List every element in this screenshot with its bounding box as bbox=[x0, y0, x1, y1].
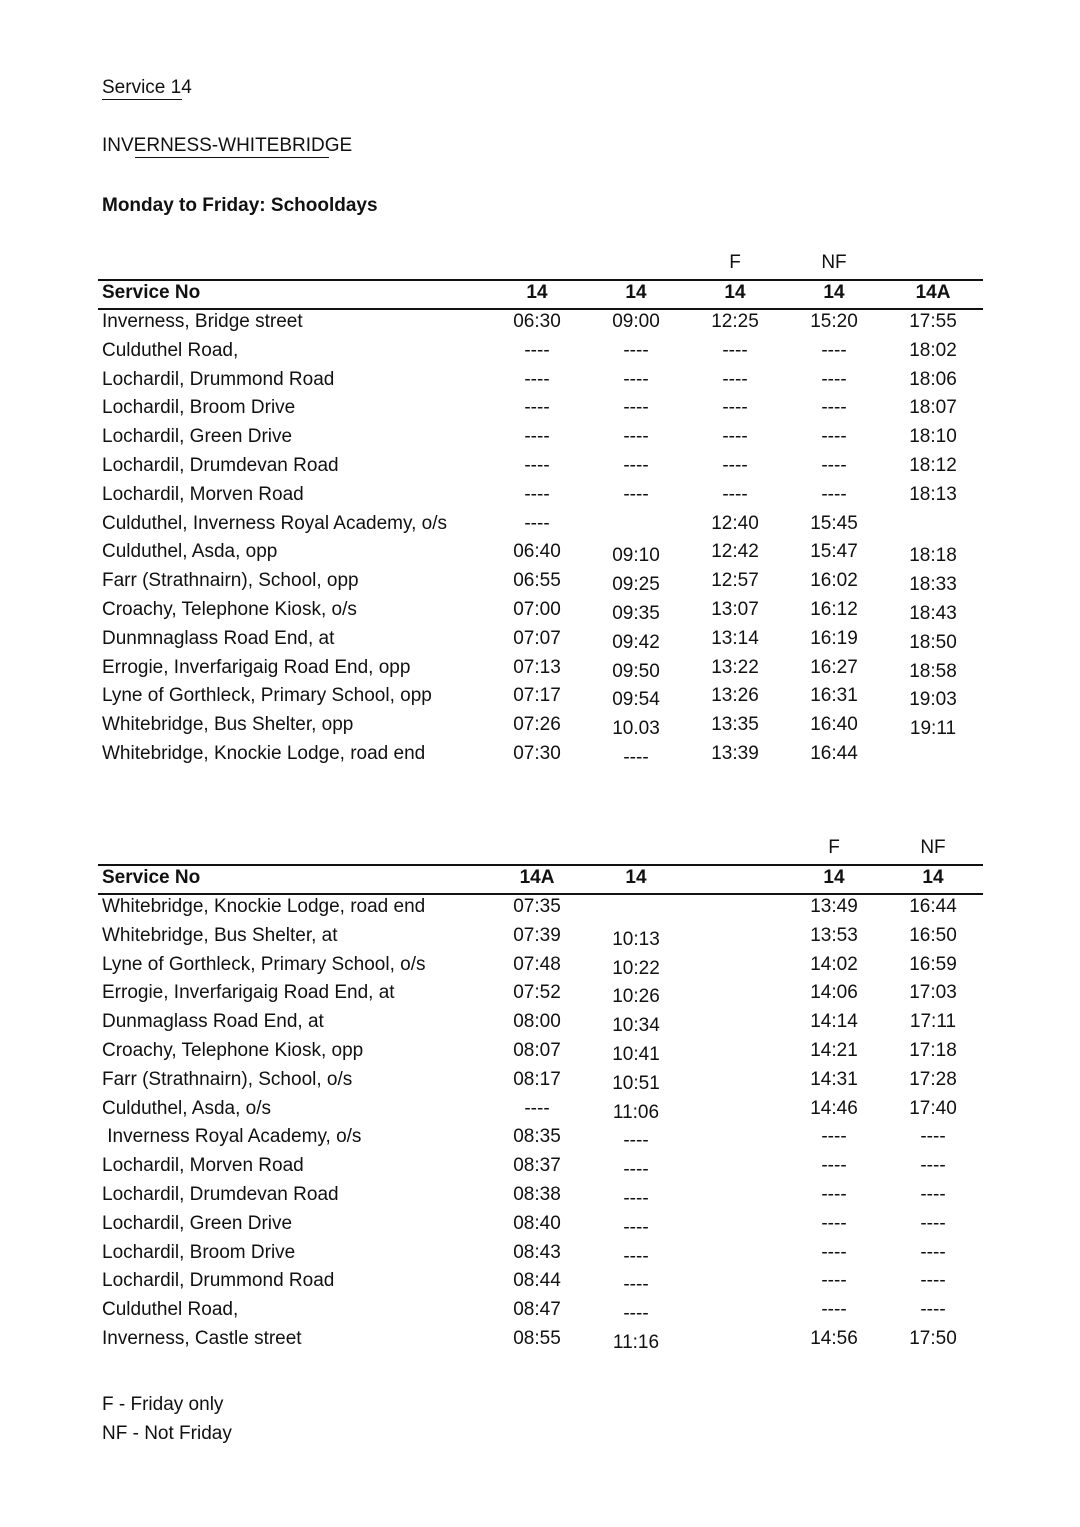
departure-time: ---- bbox=[821, 397, 847, 419]
departure-time: 16:27 bbox=[810, 656, 858, 678]
header-top-rule bbox=[98, 279, 983, 281]
stop-name: Farr (Strathnairn), School, opp bbox=[102, 570, 359, 592]
departure-time: ---- bbox=[524, 1097, 550, 1119]
departure-time: ---- bbox=[722, 426, 748, 448]
stop-name: Errogie, Inverfarigaig Road End, opp bbox=[102, 656, 411, 678]
timetable-row bbox=[98, 1040, 983, 1069]
departure-time: ---- bbox=[623, 1245, 649, 1267]
departure-time: ---- bbox=[524, 339, 550, 361]
departure-time: ---- bbox=[821, 455, 847, 476]
legend-not-friday: NF - Not Friday bbox=[102, 1423, 232, 1444]
departure-time: 18:07 bbox=[909, 397, 957, 419]
departure-time: ---- bbox=[821, 426, 847, 448]
departure-time: 10:34 bbox=[612, 1015, 660, 1037]
stop-name: Culduthel, Asda, o/s bbox=[102, 1097, 271, 1119]
departure-time: 08:37 bbox=[513, 1155, 561, 1177]
departure-time: ---- bbox=[623, 483, 649, 505]
timetable-row bbox=[98, 743, 983, 772]
departure-time: 18:58 bbox=[909, 660, 957, 682]
timetable-row bbox=[98, 982, 983, 1011]
departure-time: 17:55 bbox=[909, 311, 957, 332]
departure-time: 14:46 bbox=[810, 1097, 858, 1119]
departure-time: 14:31 bbox=[810, 1068, 858, 1090]
departure-time: 09:42 bbox=[612, 631, 660, 653]
departure-time: 19:03 bbox=[909, 689, 957, 711]
timetable-row bbox=[98, 1242, 983, 1271]
stop-name: Lochardil, Morven Road bbox=[102, 483, 304, 505]
departure-time: 07:39 bbox=[513, 924, 561, 946]
departure-time: ---- bbox=[623, 1303, 649, 1325]
timetable-row bbox=[98, 426, 983, 455]
departure-time: 13:35 bbox=[711, 714, 759, 736]
timetable-row bbox=[98, 455, 983, 484]
departure-time: 16:40 bbox=[810, 714, 858, 736]
departure-time: 17:03 bbox=[909, 982, 957, 1004]
departure-time: ---- bbox=[920, 1126, 946, 1148]
legend-friday-only: F - Friday only bbox=[102, 1394, 224, 1415]
service-number: 14 bbox=[823, 867, 845, 888]
timetable-row bbox=[98, 570, 983, 599]
departure-time: 06:30 bbox=[513, 311, 561, 332]
route-name: INVERNESS-WHITEBRIDGE bbox=[102, 135, 353, 156]
departure-time: ---- bbox=[524, 483, 550, 505]
departure-time: 18:06 bbox=[909, 368, 957, 390]
stop-name: Lochardil, Green Drive bbox=[102, 1212, 293, 1234]
service-number: 14A bbox=[915, 282, 951, 303]
departure-time: ---- bbox=[722, 339, 748, 361]
departure-time: 16:44 bbox=[909, 896, 957, 917]
departure-time: 18:02 bbox=[909, 339, 957, 361]
departure-time: ---- bbox=[821, 368, 847, 390]
departure-time: ---- bbox=[623, 1130, 649, 1152]
departure-time: 09:35 bbox=[612, 603, 660, 624]
departure-time: 10:41 bbox=[612, 1044, 660, 1065]
service-number: 14A bbox=[519, 867, 555, 888]
departure-time: 07:52 bbox=[513, 982, 561, 1004]
departure-time: ---- bbox=[623, 1274, 649, 1296]
departure-time: ---- bbox=[722, 397, 748, 419]
timetable-row bbox=[98, 714, 983, 743]
departure-time: 13:26 bbox=[711, 685, 759, 707]
departure-time: 18:18 bbox=[909, 545, 957, 567]
header-bottom-rule bbox=[98, 893, 983, 895]
stop-name: Inverness, Castle street bbox=[102, 1328, 302, 1349]
departure-time: 14:56 bbox=[810, 1328, 858, 1349]
stop-name: Lochardil, Drumdevan Road bbox=[102, 455, 339, 476]
timetable-row bbox=[98, 1184, 983, 1213]
departure-time: 09:10 bbox=[612, 545, 660, 567]
departure-time: ---- bbox=[821, 483, 847, 505]
departure-time: 17:40 bbox=[909, 1097, 957, 1119]
departure-time: 08:47 bbox=[513, 1299, 561, 1321]
departure-time: 14:14 bbox=[810, 1011, 858, 1033]
departure-time: ---- bbox=[623, 426, 649, 448]
departure-time: 09:00 bbox=[612, 311, 660, 332]
departure-time: ---- bbox=[821, 1126, 847, 1148]
departure-time: 18:33 bbox=[909, 574, 957, 596]
departure-time: ---- bbox=[623, 1216, 649, 1238]
stop-name: Whitebridge, Knockie Lodge, road end bbox=[102, 743, 426, 764]
departure-time: ---- bbox=[623, 397, 649, 419]
departure-time: 06:40 bbox=[513, 541, 561, 563]
departure-time: ---- bbox=[821, 1155, 847, 1177]
departure-time: 16:31 bbox=[810, 685, 858, 707]
header-row bbox=[98, 282, 983, 311]
stop-name: Inverness Royal Academy, o/s bbox=[102, 1126, 362, 1148]
departure-time: 06:55 bbox=[513, 570, 561, 592]
departure-time: 13:39 bbox=[711, 743, 759, 764]
departure-time: ---- bbox=[524, 368, 550, 390]
stop-name: Culduthel Road, bbox=[102, 1299, 239, 1321]
departure-time: 07:07 bbox=[513, 627, 561, 649]
service-number: 14 bbox=[625, 282, 647, 303]
departure-time: ---- bbox=[821, 1241, 847, 1263]
departure-time: ---- bbox=[920, 1299, 946, 1321]
departure-time: ---- bbox=[920, 1184, 946, 1205]
departure-time: ---- bbox=[524, 397, 550, 419]
timetable-row bbox=[98, 1069, 983, 1098]
departure-time: ---- bbox=[722, 483, 748, 505]
timetable-row bbox=[98, 685, 983, 714]
departure-time: 08:00 bbox=[513, 1011, 561, 1033]
service-no-label: Service No bbox=[102, 282, 201, 303]
timetable-row bbox=[98, 657, 983, 686]
service-title-underline bbox=[102, 99, 182, 100]
departure-time: 13:22 bbox=[711, 656, 759, 678]
departure-time: 07:35 bbox=[513, 896, 561, 917]
timetable-row bbox=[98, 1098, 983, 1127]
departure-time: 13:49 bbox=[810, 896, 858, 917]
service-title: Service 14 bbox=[102, 77, 192, 98]
departure-time: 08:07 bbox=[513, 1040, 561, 1061]
departure-time: 18:10 bbox=[909, 426, 957, 448]
stop-name: Culduthel, Asda, opp bbox=[102, 541, 278, 563]
departure-time: ---- bbox=[524, 426, 550, 448]
stop-name: Lyne of Gorthleck, Primary School, o/s bbox=[102, 953, 426, 975]
service-number: 14 bbox=[526, 282, 548, 303]
departure-time: 12:40 bbox=[711, 512, 759, 534]
departure-time: ---- bbox=[524, 512, 550, 534]
departure-time: ---- bbox=[623, 339, 649, 361]
departure-time: 11:06 bbox=[612, 1101, 660, 1123]
header-row bbox=[98, 867, 983, 896]
departure-time: 08:17 bbox=[513, 1068, 561, 1090]
departure-time: 07:30 bbox=[513, 743, 561, 764]
departure-time: 09:50 bbox=[612, 660, 660, 682]
stop-name: Dunmaglass Road End, at bbox=[102, 1011, 324, 1033]
departure-time: 11:16 bbox=[612, 1332, 660, 1353]
departure-time: ---- bbox=[920, 1241, 946, 1263]
stop-name: Whitebridge, Knockie Lodge, road end bbox=[102, 896, 426, 917]
departure-time: 09:25 bbox=[612, 574, 660, 596]
timetable-row bbox=[98, 1328, 983, 1357]
timetable-row bbox=[98, 599, 983, 628]
departure-time: 18:13 bbox=[909, 483, 957, 505]
departure-time: 07:48 bbox=[513, 953, 561, 975]
stop-name: Lochardil, Drumdevan Road bbox=[102, 1184, 339, 1205]
departure-time: 13:53 bbox=[810, 924, 858, 946]
departure-time: 10:26 bbox=[612, 986, 660, 1008]
notes-row bbox=[98, 837, 983, 866]
notes-row bbox=[98, 252, 983, 281]
departure-time: 10:51 bbox=[612, 1072, 660, 1094]
stop-name: Croachy, Telephone Kiosk, o/s bbox=[102, 599, 357, 620]
departure-time: 10:13 bbox=[612, 928, 660, 950]
departure-time: 14:02 bbox=[810, 953, 858, 975]
departure-time: ---- bbox=[920, 1212, 946, 1234]
day-note: NF bbox=[920, 837, 946, 858]
timetable-row bbox=[98, 628, 983, 657]
departure-time: 09:54 bbox=[612, 689, 660, 711]
departure-time: 14:06 bbox=[810, 982, 858, 1004]
departure-time: ---- bbox=[821, 339, 847, 361]
service-number: 14 bbox=[625, 867, 647, 888]
departure-time: 07:26 bbox=[513, 714, 561, 736]
departure-time: 15:47 bbox=[810, 541, 858, 563]
departure-time: ---- bbox=[524, 455, 550, 476]
departure-time: 10:22 bbox=[612, 957, 660, 979]
stop-name: Lyne of Gorthleck, Primary School, opp bbox=[102, 685, 432, 707]
stop-name: Inverness, Bridge street bbox=[102, 311, 303, 332]
departure-time: ---- bbox=[821, 1299, 847, 1321]
departure-time: 18:50 bbox=[909, 631, 957, 653]
departure-time: ---- bbox=[722, 368, 748, 390]
departure-time: 08:35 bbox=[513, 1126, 561, 1148]
departure-time: 17:28 bbox=[909, 1068, 957, 1090]
timetable-row bbox=[98, 1270, 983, 1299]
stop-name: Farr (Strathnairn), School, o/s bbox=[102, 1068, 353, 1090]
header-top-rule bbox=[98, 864, 983, 866]
departure-time: 16:50 bbox=[909, 924, 957, 946]
departure-time: 08:40 bbox=[513, 1212, 561, 1234]
stop-name: Lochardil, Morven Road bbox=[102, 1155, 304, 1177]
departure-time: 07:00 bbox=[513, 599, 561, 620]
departure-time: 12:57 bbox=[711, 570, 759, 592]
departure-time: 16:12 bbox=[810, 599, 858, 620]
timetable-row bbox=[98, 369, 983, 398]
departure-time: ---- bbox=[623, 455, 649, 476]
departure-time: 19:11 bbox=[909, 718, 957, 740]
departure-time: 12:42 bbox=[711, 541, 759, 563]
departure-time: 08:38 bbox=[513, 1184, 561, 1205]
departure-time: ---- bbox=[821, 1184, 847, 1205]
day-heading: Monday to Friday: Schooldays bbox=[102, 195, 378, 216]
stop-name: Culduthel, Inverness Royal Academy, o/s bbox=[102, 512, 447, 534]
timetable-row bbox=[98, 1126, 983, 1155]
timetable-row bbox=[98, 1299, 983, 1328]
service-no-label: Service No bbox=[102, 867, 201, 888]
stop-name: Lochardil, Broom Drive bbox=[102, 397, 296, 419]
timetable-row bbox=[98, 397, 983, 426]
departure-time: 16:59 bbox=[909, 953, 957, 975]
departure-time: 14:21 bbox=[810, 1040, 858, 1061]
timetable-row bbox=[98, 340, 983, 369]
stop-name: Errogie, Inverfarigaig Road End, at bbox=[102, 982, 395, 1004]
service-number: 14 bbox=[922, 867, 944, 888]
timetable-row bbox=[98, 513, 983, 542]
departure-time: ---- bbox=[821, 1212, 847, 1234]
departure-time: ---- bbox=[623, 747, 649, 768]
day-note: F bbox=[828, 837, 840, 858]
stop-name: Lochardil, Broom Drive bbox=[102, 1241, 296, 1263]
timetable-row bbox=[98, 925, 983, 954]
timetable-row bbox=[98, 1011, 983, 1040]
stop-name: Croachy, Telephone Kiosk, opp bbox=[102, 1040, 364, 1061]
departure-time: 16:02 bbox=[810, 570, 858, 592]
departure-time: 08:44 bbox=[513, 1270, 561, 1292]
departure-time: 13:14 bbox=[711, 627, 759, 649]
departure-time: 17:11 bbox=[909, 1011, 957, 1033]
day-note: NF bbox=[821, 252, 847, 273]
day-note: F bbox=[729, 252, 741, 273]
stop-name: Whitebridge, Bus Shelter, opp bbox=[102, 714, 354, 736]
stop-name: Whitebridge, Bus Shelter, at bbox=[102, 924, 338, 946]
departure-time: ---- bbox=[623, 1188, 649, 1209]
departure-time: 16:44 bbox=[810, 743, 858, 764]
timetable-row bbox=[98, 896, 983, 925]
departure-time: 08:55 bbox=[513, 1328, 561, 1349]
departure-time: 13:07 bbox=[711, 599, 759, 620]
departure-time: ---- bbox=[722, 455, 748, 476]
departure-time: 10.03 bbox=[612, 718, 660, 740]
departure-time: 08:43 bbox=[513, 1241, 561, 1263]
stop-name: Lochardil, Drummond Road bbox=[102, 368, 335, 390]
departure-time: 07:13 bbox=[513, 656, 561, 678]
departure-time: 15:20 bbox=[810, 311, 858, 332]
departure-time: 17:18 bbox=[909, 1040, 957, 1061]
departure-time: 16:19 bbox=[810, 627, 858, 649]
departure-time: ---- bbox=[623, 1159, 649, 1181]
stop-name: Lochardil, Green Drive bbox=[102, 426, 293, 448]
departure-time: 12:25 bbox=[711, 311, 759, 332]
departure-time: 15:45 bbox=[810, 512, 858, 534]
departure-time: 07:17 bbox=[513, 685, 561, 707]
departure-time: 18:12 bbox=[909, 455, 957, 476]
timetable-row bbox=[98, 484, 983, 513]
route-name-underline bbox=[135, 157, 329, 158]
timetable-row bbox=[98, 541, 983, 570]
departure-time: ---- bbox=[821, 1270, 847, 1292]
service-number: 14 bbox=[823, 282, 845, 303]
timetable-row bbox=[98, 1213, 983, 1242]
departure-time: ---- bbox=[920, 1155, 946, 1177]
stop-name: Lochardil, Drummond Road bbox=[102, 1270, 335, 1292]
timetable-row bbox=[98, 1155, 983, 1184]
timetable-row bbox=[98, 311, 983, 340]
departure-time: ---- bbox=[920, 1270, 946, 1292]
stop-name: Dunmnaglass Road End, at bbox=[102, 627, 335, 649]
departure-time: 17:50 bbox=[909, 1328, 957, 1349]
stop-name: Culduthel Road, bbox=[102, 339, 239, 361]
timetable-row bbox=[98, 954, 983, 983]
departure-time: ---- bbox=[623, 368, 649, 390]
header-bottom-rule bbox=[98, 308, 983, 310]
service-number: 14 bbox=[724, 282, 746, 303]
departure-time: 18:43 bbox=[909, 603, 957, 624]
